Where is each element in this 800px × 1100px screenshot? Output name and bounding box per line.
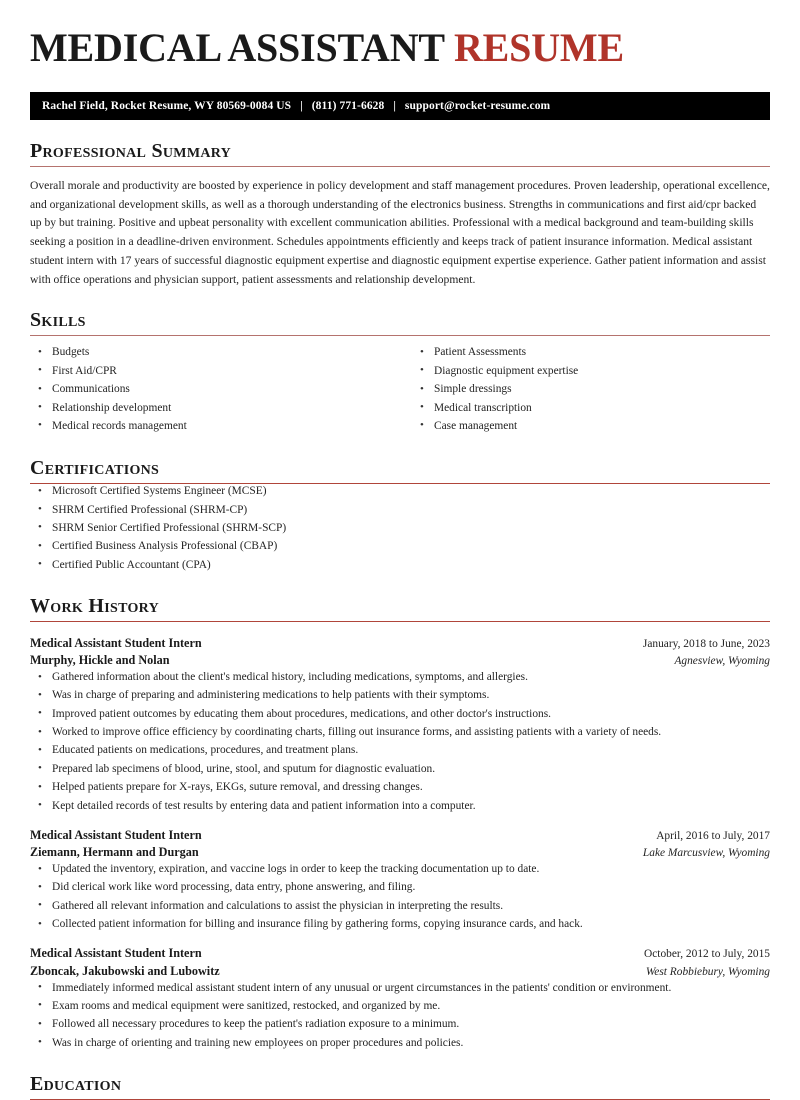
list-item: • Improved patient outcomes by educating them about procedures, medications, and other doctor's instructions. <box>30 707 770 722</box>
job-entry <box>30 635 770 814</box>
list-item: • Updated the inventory, expiration, and vaccine logs in order to keep the tracking documentation up to date. <box>30 862 770 877</box>
section-work-history <box>30 595 770 1051</box>
section-heading-education: Education <box>30 1072 122 1095</box>
list-item: • Educated patients on medications, procedures, and treatment plans. <box>30 743 770 758</box>
list-item: • Simple dressings <box>412 382 770 397</box>
section-skills <box>30 309 770 437</box>
job-title: Medical Assistant Student Intern <box>30 635 202 650</box>
contact-separator-2: | <box>393 99 396 112</box>
list-item: • Did clerical work like word processing, data entry, phone answering, and filing. <box>30 880 770 895</box>
job-company: Ziemann, Hermann and Durgan <box>30 845 199 860</box>
contact-separator-1: | <box>300 99 303 112</box>
section-divider-summary <box>30 166 770 167</box>
skills-list-left <box>30 345 400 434</box>
list-item: • Followed all necessary procedures to keep the patient's radiation exposure to a minimum. <box>30 1017 770 1032</box>
summary-text: Overall morale and productivity are boosted by experience in policy development and staff management procedures. Proven leadership, operational excellence, and organizational development skills, as well as a thorough understanding of the electronics business. Strengths in communications and first aid/cpr backed up by but training. Positive and upbeat personality with excellent communication abilities. Professional with a medical background and team-building skills seeking a position in a deadline-driven environment. Schedules appointments efficiently and keeps track of patient insurance information. Medical assistant student intern with 17 years of successful diagnostic equipment expertise and diagnostic equipment expertise experience. Gather patient information and assist with office operations and physician support, patient assessments and relationship development. <box>30 178 770 286</box>
list-item: • Kept detailed records of test results by entering data and patient information into a computer. <box>30 799 770 814</box>
list-item: • Immediately informed medical assistant student intern of any unusual or urgent circumstances in the patients' condition or environment. <box>30 981 770 996</box>
list-item: • Microsoft Certified Systems Engineer (MCSE) <box>30 484 770 499</box>
section-certifications <box>30 457 770 573</box>
list-item: • Collected patient information for billing and insurance filing by gathering forms, copying insurance cards, and hack. <box>30 917 770 932</box>
job-company: Zboncak, Jakubowski and Lubowitz <box>30 963 220 978</box>
job-company-row <box>30 963 770 981</box>
job-entry <box>30 827 770 933</box>
list-item: • Budgets <box>30 345 400 360</box>
list-item: • Helped patients prepare for X-rays, EKGs, suture removal, and dressing changes. <box>30 780 770 795</box>
job-title-row <box>30 827 770 845</box>
job-location: Lake Marcusview, Wyoming <box>642 847 770 860</box>
job-bullets <box>30 981 770 1051</box>
job-dates: April, 2016 to July, 2017 <box>656 829 770 842</box>
section-heading-certifications: Certifications <box>30 457 160 480</box>
list-item: • Certified Business Analysis Professional (CBAP) <box>30 539 770 554</box>
list-item: • Medical transcription <box>412 401 770 416</box>
job-title-row <box>30 945 770 963</box>
job-location: Agnesview, Wyoming <box>674 655 770 668</box>
contact-bar <box>30 92 770 120</box>
list-item: • Certified Public Accountant (CPA) <box>30 558 770 573</box>
list-item: • Patient Assessments <box>412 345 770 360</box>
list-item: • Prepared lab specimens of blood, urine, stool, and sputum for diagnostic evaluation. <box>30 762 770 777</box>
skills-column-left <box>30 345 400 437</box>
list-item: • Case management <box>412 419 770 434</box>
certifications-list <box>30 484 770 573</box>
list-item: • First Aid/CPR <box>30 364 400 379</box>
contact-email[interactable]: support@rocket-resume.com <box>404 99 551 112</box>
list-item: • Was in charge of preparing and administering medications to help patients with their symptoms. <box>30 688 770 703</box>
section-professional-summary <box>30 140 770 290</box>
section-heading-summary: Professional Summary <box>30 139 232 162</box>
skills-column-right <box>400 345 770 437</box>
list-item: • Relationship development <box>30 401 400 416</box>
title-primary: MEDICAL ASSISTANT <box>30 25 445 70</box>
section-divider-work-history <box>30 621 770 622</box>
section-heading-work-history: Work History <box>30 594 159 617</box>
list-item: • Gathered all relevant information and calculations to assist the physician in interpreting the results. <box>30 899 770 914</box>
contact-phone[interactable]: (811) 771-6628 <box>311 99 385 112</box>
job-company: Murphy, Hickle and Nolan <box>30 653 170 668</box>
list-item: • SHRM Certified Professional (SHRM-CP) <box>30 503 770 518</box>
list-item: • Medical records management <box>30 419 400 434</box>
page-title <box>30 0 770 71</box>
list-item: • SHRM Senior Certified Professional (SHRM-SCP) <box>30 521 770 536</box>
job-location: West Robbiebury, Wyoming <box>645 965 770 978</box>
job-title: Medical Assistant Student Intern <box>30 946 202 961</box>
job-company-row <box>30 844 770 862</box>
list-item: • Was in charge of orienting and training new employees on proper procedures and policies. <box>30 1036 770 1051</box>
section-divider-skills <box>30 335 770 336</box>
job-dates: October, 2012 to July, 2015 <box>644 948 770 961</box>
job-title: Medical Assistant Student Intern <box>30 827 202 842</box>
job-title-row <box>30 635 770 653</box>
job-bullets <box>30 670 770 814</box>
title-accent: RESUME <box>453 25 624 70</box>
skills-columns <box>30 345 770 437</box>
list-item: • Worked to improve office efficiency by coordinating charts, filling out insurance forms, and assisting patients with a variety of needs. <box>30 725 770 740</box>
list-item: • Communications <box>30 382 400 397</box>
contact-address: Rachel Field, Rocket Resume, WY 80569-0084 US <box>42 99 292 112</box>
job-company-row <box>30 652 770 670</box>
section-heading-skills: Skills <box>30 309 86 332</box>
list-item: • Exam rooms and medical equipment were sanitized, restocked, and organized by me. <box>30 999 770 1014</box>
job-bullets <box>30 862 770 932</box>
skills-list-right <box>412 345 770 434</box>
section-education <box>30 1073 770 1100</box>
job-dates: January, 2018 to June, 2023 <box>642 637 770 650</box>
list-item: • Gathered information about the client's medical history, including medications, symptoms, and allergies. <box>30 670 770 685</box>
list-item: • Diagnostic equipment expertise <box>412 364 770 379</box>
